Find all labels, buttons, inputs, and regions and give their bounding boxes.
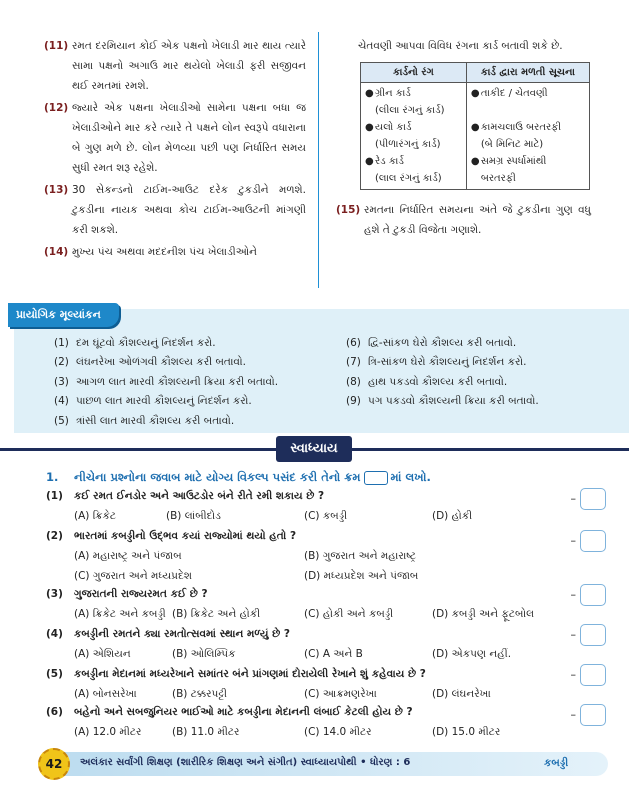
practical-evaluation-title: પ્રાયોગિક મૂલ્યાંકન (8, 303, 119, 327)
option-d[interactable]: (D) એકપણ નહીં. (432, 648, 512, 660)
option-a[interactable]: (A) બોનસરેખા (74, 688, 137, 700)
option-d[interactable]: (D) મધ્યપ્રદેશ અને પંજાબ (304, 570, 419, 582)
options (74, 604, 606, 624)
options (74, 566, 606, 586)
list-item: (2) લંઘનરેખા ઓળંગવી કૌશલ્ય કરી બતાવો. (54, 356, 246, 369)
card-green: ● ગ્રીન કાર્ડ (365, 85, 462, 102)
bullet-icon: ● (365, 88, 374, 99)
card-red: ● રેડ કાર્ડ (365, 153, 462, 170)
option-d[interactable]: (D) હોકી (432, 510, 473, 522)
answer-box[interactable] (580, 488, 606, 510)
question-4: (4) કબડ્ડીની રમતને ક્યા રમતોત્સવમાં સ્થાન મળ્યું છે ? (A) એશિયન (B) ઓલિમ્પિક (C) A અને B (D) એકપણ નહીં. – (46, 624, 606, 664)
practical-column-a (54, 334, 278, 431)
question-2: (2) ભારતમાં કબડ્ડીનો ઉદ્ભવ કયાં રાજ્યોમાં થયો હતો ? (A) મહારાષ્ટ્ર અને પંજાબ (B) ગુજરાત અને મહારાષ્ટ્ર (C) ગુજરાત અને મધ્યપ્રદેશ (D) મધ્યપ્રદેશ અને પંજાબ – (46, 526, 606, 586)
option-a[interactable]: (A) 12.0 મીટર (74, 726, 142, 738)
rule-12: (12) જ્યારે એક પક્ષના ખેલાડીઓ સામેના પક્ષના બધા જ ખેલાડીઓને માર કરે ત્યારે તે પક્ષને લોન સ્વરૂપે વધારાના બે ગુણ મળે છે. લોન મેળવ્યા પછી પણ નિર્ધારિત સમય સુધી રમત શરૂ રહેશે. (44, 102, 306, 174)
page-number-badge: 42 (38, 748, 70, 780)
card-table (360, 62, 590, 190)
list-item: (6) દ્વિ-સાંકળ ઘેરો કૌશલ્ય કરી બતાવો. (346, 337, 517, 349)
option-a[interactable]: (A) ક્રિકેટ અને કબડ્ડી (74, 608, 166, 620)
list-item: (7) ત્રિ-સાંકળ ઘેરો કૌશલ્યનું નિદર્શન કરો. (346, 356, 527, 369)
option-c[interactable]: (C) કબડ્ડી (304, 510, 348, 522)
rules-left-column (44, 36, 306, 264)
bullet-icon: ● (470, 156, 480, 167)
bullet-icon: ● (365, 156, 374, 167)
footer-subject: કબડ્ડી (544, 757, 569, 769)
bullet-icon: ● (470, 122, 480, 133)
bullet-icon: ● (365, 122, 374, 133)
card-table-header-meaning: કાર્ડ દ્વારા મળતી સૂચના (466, 63, 589, 83)
rule-14: (14) મુખ્ય પંચ અથવા મદદનીશ પંચ ખેલાડીઓને (44, 246, 257, 258)
option-c[interactable]: (C) 14.0 મીટર (304, 726, 372, 738)
dash: – (570, 628, 576, 641)
rules-right-column (336, 36, 591, 240)
option-c[interactable]: (C) હોકી અને કબડ્ડી (304, 608, 394, 620)
rule-15: (15) રમતના નિર્ધારિત સમયના અંતે જે ટુકડીના ગુણ વધુ હશે તે ટુકડી વિજેતા ગણાશે. (336, 204, 591, 236)
option-d[interactable]: (D) 15.0 મીટર (432, 726, 501, 738)
question-3: (3) ગુજરાતની રાજ્યરમત કઈ છે ? (A) ક્રિકેટ અને કબડ્ડી (B) ક્રિકેટ અને હોકી (C) હોકી અને કબડ્ડી (D) કબડ્ડી અને ફૂટબોલ – (46, 584, 606, 624)
option-b[interactable]: (B) લાંબીદોડ (166, 510, 221, 522)
answer-box[interactable] (580, 584, 606, 606)
list-item: (5) ત્રાંસી લાત મારવી કૌશલ્ય કરી બતાવો. (54, 414, 235, 427)
list-item: (9) પગ પકડવો કૌશલ્યની ક્રિયા કરી બતાવો. (346, 395, 539, 408)
option-c[interactable]: (C) ગુજરાત અને મધ્યપ્રદેશ (74, 570, 192, 582)
question-5: (5) કબડ્ડીના મેદાનમાં મધ્યરેખાને સમાંતર બંને પ્રાંગણમાં દોરાયેલી રેખાને શું કહેવાય છે ? (A) બોનસરેખા (B) ટક્કરપટ્ટી (C) આક્રમણરેખા (D) લંઘનરેખા – (46, 664, 606, 704)
question-6: (6) બહેનો અને સબજુનિયર ભાઈઓ માટે કબડ્ડીના મેદાનની લંબાઈ કેટલી હોય છે ? (A) 12.0 મીટર (B) 11.0 મીટર (C) 14.0 મીટર (D) 15.0 મીટર – (46, 702, 606, 742)
list-item: (1) દમ ઘૂંટવો કૌશલ્યનું નિદર્શન કરો. (54, 337, 216, 349)
option-a[interactable]: (A) મહારાષ્ટ્ર અને પંજાબ (74, 550, 182, 562)
options (74, 506, 606, 526)
meaning-cell: ● તાકીદ / ચેતવણી ● કામચલાઉ બરતરફી (બે મિનિટ માટે) ● સમગ્ર સ્પર્ધામાંથી બરતરફી (466, 83, 589, 190)
options (74, 722, 606, 742)
option-a[interactable]: (A) એશિયન (74, 648, 131, 660)
option-a[interactable]: (A) ક્રિકેટ (74, 510, 117, 522)
answer-box[interactable] (580, 704, 606, 726)
list-item: (8) હાથ પકડવો કૌશલ્ય કરી બતાવો. (346, 375, 508, 388)
options (74, 684, 606, 704)
answer-box[interactable] (580, 664, 606, 686)
option-b[interactable]: (B) ક્રિકેટ અને હોકી (172, 608, 261, 620)
option-c[interactable]: (C) આક્રમણરેખા (304, 688, 377, 700)
dash: – (570, 708, 576, 721)
meaning-warning: ● તાકીદ / ચેતવણી (471, 85, 585, 102)
options (74, 644, 606, 664)
dash: – (570, 534, 576, 547)
footer-book-title: અલંકાર સર્વાંગી શિક્ષણ (શારીરિક શિક્ષણ અને સંગીત) સ્વાધ્યાયપોથી • ધોરણ : 6 (80, 757, 411, 768)
question-heading: 1. નીચેના પ્રશ્નોના જવાબ માટે યોગ્ય વિકલ્પ પસંદ કરી તેનો ક્રમ માં લખો. (46, 470, 431, 484)
meaning-temporary: ● કામચલાઉ બરતરફી (471, 119, 585, 136)
rule-13: (13) 30 સેકન્ડનો ટાઈમ-આઉટ દરેક ટુકડીને મળશે. ટુકડીના નાયક અથવા કોચ ટાઈમ-આઉટની માંગણી કરી શકશે. (44, 184, 306, 236)
options (74, 546, 606, 566)
option-d[interactable]: (D) લંઘનરેખા (432, 688, 491, 700)
practical-column-b (346, 334, 539, 412)
card-cell: ● ગ્રીન કાર્ડ (લીલા રંગનું કાર્ડ) ● યલો કાર્ડ (પીળારંગનું કાર્ડ) ● રેડ કાર્ડ (લાલ રંગનું કાર્ડ) (361, 83, 467, 190)
list-item: (4) પાછળ લાત મારવી કૌશલ્યનું નિદર્શન કરો. (54, 395, 252, 408)
meaning-expulsion: ● સમગ્ર સ્પર્ધામાંથી (471, 153, 585, 170)
card-table-header-color: કાર્ડનો રંગ (361, 63, 467, 83)
dash: – (570, 668, 576, 681)
option-b[interactable]: (B) 11.0 મીટર (172, 726, 240, 738)
dash: – (570, 588, 576, 601)
rule-14-continuation: ચેતવણી આપવા વિવિધ રંગના કાર્ડ બતાવી શકે છે. (358, 40, 563, 52)
question-1: (1) કઈ રમત ઈનડોર અને આઉટડોર બંને રીતે રમી શકાય છે ? (A) ક્રિકેટ (B) લાંબીદોડ (C) કબડ્ડી (D) હોકી – (46, 486, 606, 526)
option-b[interactable]: (B) ટક્કરપટ્ટી (172, 688, 228, 700)
rules-section (0, 0, 629, 300)
answer-box[interactable] (580, 530, 606, 552)
answer-box-sample (364, 471, 388, 485)
option-b[interactable]: (B) ગુજરાત અને મહારાષ્ટ્ર (304, 550, 417, 562)
dash: – (570, 492, 576, 505)
rule-11: (11) રમત દરમિયાન કોઈ એક પક્ષનો ખેલાડી માર થાય ત્યારે સામા પક્ષનો અગાઉ માર થયેલો ખેલાડી ફરી સજીવન થઈ રમતમાં રમશે. (44, 40, 306, 92)
column-divider (318, 32, 319, 288)
bullet-icon: ● (470, 88, 480, 99)
option-b[interactable]: (B) ઓલિમ્પિક (172, 648, 236, 660)
answer-box[interactable] (580, 624, 606, 646)
option-d[interactable]: (D) કબડ્ડી અને ફૂટબોલ (432, 608, 535, 620)
option-c[interactable]: (C) A અને B (304, 648, 363, 660)
svadhyay-heading: સ્વાધ્યાય (276, 436, 352, 462)
card-yellow: ● યલો કાર્ડ (365, 119, 462, 136)
list-item: (3) આગળ લાત મારવી કૌશલ્યની ક્રિયા કરી બતાવો. (54, 375, 279, 388)
